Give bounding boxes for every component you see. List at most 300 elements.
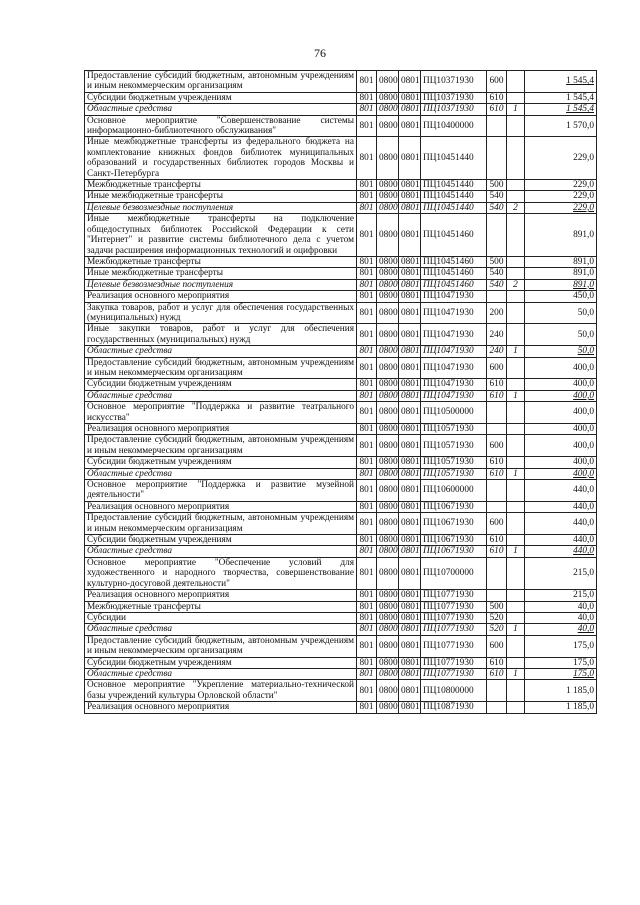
amount: 50,0: [525, 346, 597, 357]
funding-source-code: 1: [507, 468, 525, 479]
grbs-code: 801: [357, 535, 377, 546]
table-row: [85, 702, 597, 713]
table-row: [85, 546, 597, 557]
amount: 891,0: [525, 256, 597, 267]
grbs-code: 801: [357, 546, 377, 557]
expense-type-code: 600: [487, 71, 507, 93]
target-article-code: ПЦ10451440: [421, 180, 487, 191]
table-body: [85, 71, 597, 714]
amount: 175,0: [525, 657, 597, 668]
grbs-code: 801: [357, 468, 377, 479]
target-article-code: ПЦ10771930: [421, 590, 487, 601]
amount: 400,0: [525, 402, 597, 424]
expense-type-code: 520: [487, 612, 507, 623]
expense-type-code: [487, 424, 507, 435]
table-row: [85, 535, 597, 546]
expense-type-code: 540: [487, 191, 507, 202]
row-name: Иные межбюджетные трансферты: [85, 191, 357, 202]
funding-source-code: [507, 379, 525, 390]
funding-source-code: [507, 302, 525, 324]
amount: 1 545,4: [525, 104, 597, 115]
target-article-code: ПЦ10600000: [421, 480, 487, 502]
row-name: Целевые безвозмездные поступления: [85, 202, 357, 213]
subsection-code: 0801: [399, 115, 421, 137]
section-code: 0800: [377, 424, 399, 435]
amount: 1 545,4: [525, 71, 597, 93]
section-code: 0800: [377, 379, 399, 390]
grbs-code: 801: [357, 601, 377, 612]
amount: 450,0: [525, 291, 597, 302]
grbs-code: 801: [357, 557, 377, 589]
amount: 1 185,0: [525, 680, 597, 702]
grbs-code: 801: [357, 379, 377, 390]
amount: 229,0: [525, 180, 597, 191]
target-article-code: ПЦ10451440: [421, 137, 487, 180]
expense-type-code: 240: [487, 324, 507, 346]
grbs-code: 801: [357, 137, 377, 180]
grbs-code: 801: [357, 104, 377, 115]
expense-type-code: 610: [487, 92, 507, 103]
table-row: [85, 657, 597, 668]
table-row: [85, 104, 597, 115]
amount: 400,0: [525, 424, 597, 435]
expense-type-code: 610: [487, 468, 507, 479]
row-name: Реализация основного мероприятия: [85, 590, 357, 601]
section-code: 0800: [377, 71, 399, 93]
amount: 400,0: [525, 435, 597, 457]
funding-source-code: [507, 612, 525, 623]
expense-type-code: [487, 291, 507, 302]
target-article-code: ПЦ10771930: [421, 635, 487, 657]
table-row: [85, 457, 597, 468]
row-name: Иные межбюджетные трансферты: [85, 268, 357, 279]
subsection-code: 0801: [399, 624, 421, 635]
amount: 40,0: [525, 601, 597, 612]
table-row: [85, 379, 597, 390]
table-row: [85, 180, 597, 191]
table-row: [85, 324, 597, 346]
amount: 400,0: [525, 379, 597, 390]
subsection-code: 0801: [399, 92, 421, 103]
amount: 400,0: [525, 468, 597, 479]
row-name: Субсидии бюджетным учреждениям: [85, 92, 357, 103]
expense-type-code: 610: [487, 657, 507, 668]
amount: 1 570,0: [525, 115, 597, 137]
expense-type-code: [487, 214, 507, 257]
grbs-code: 801: [357, 279, 377, 290]
funding-source-code: 1: [507, 390, 525, 401]
table-row: [85, 214, 597, 257]
expense-type-code: 500: [487, 256, 507, 267]
section-code: 0800: [377, 657, 399, 668]
expense-type-code: [487, 680, 507, 702]
row-name: Субсидии бюджетным учреждениям: [85, 457, 357, 468]
grbs-code: 801: [357, 702, 377, 713]
expense-type-code: [487, 480, 507, 502]
funding-source-code: [507, 137, 525, 180]
grbs-code: 801: [357, 435, 377, 457]
funding-source-code: [507, 71, 525, 93]
expense-type-code: 200: [487, 302, 507, 324]
expense-type-code: 600: [487, 435, 507, 457]
table-row: [85, 590, 597, 601]
funding-source-code: [507, 402, 525, 424]
expense-type-code: [487, 702, 507, 713]
subsection-code: 0801: [399, 657, 421, 668]
subsection-code: 0801: [399, 279, 421, 290]
page-number: 76: [314, 46, 326, 60]
expense-type-code: 540: [487, 202, 507, 213]
section-code: 0800: [377, 457, 399, 468]
target-article-code: ПЦ10800000: [421, 680, 487, 702]
row-name: Предоставление субсидий бюджетным, автономным учреждениям и иным некоммерческим организациям: [85, 435, 357, 457]
expense-type-code: 240: [487, 346, 507, 357]
expense-type-code: [487, 590, 507, 601]
expense-type-code: 540: [487, 279, 507, 290]
grbs-code: 801: [357, 501, 377, 512]
funding-source-code: [507, 115, 525, 137]
target-article-code: ПЦ10451460: [421, 279, 487, 290]
subsection-code: 0801: [399, 202, 421, 213]
row-name: Предоставление субсидий бюджетным, автономным учреждениям и иным некоммерческим организациям: [85, 513, 357, 535]
subsection-code: 0801: [399, 535, 421, 546]
row-name: Областные средства: [85, 546, 357, 557]
subsection-code: 0801: [399, 390, 421, 401]
subsection-code: 0801: [399, 379, 421, 390]
row-name: Основное мероприятие "Поддержка и развитие театрального искусства": [85, 402, 357, 424]
section-code: 0800: [377, 601, 399, 612]
table-row: [85, 624, 597, 635]
funding-source-code: [507, 601, 525, 612]
amount: 175,0: [525, 635, 597, 657]
table-row: [85, 137, 597, 180]
target-article-code: ПЦ10451460: [421, 256, 487, 267]
target-article-code: ПЦ10771930: [421, 668, 487, 679]
target-article-code: ПЦ10371930: [421, 71, 487, 93]
table-row: [85, 402, 597, 424]
section-code: 0800: [377, 612, 399, 623]
table-row: [85, 557, 597, 589]
subsection-code: 0801: [399, 71, 421, 93]
funding-source-code: [507, 590, 525, 601]
row-name: Закупка товаров, работ и услуг для обеспечения государственных (муниципальных) нужд: [85, 302, 357, 324]
target-article-code: ПЦ10471930: [421, 291, 487, 302]
grbs-code: 801: [357, 590, 377, 601]
target-article-code: ПЦ10571930: [421, 468, 487, 479]
amount: 229,0: [525, 202, 597, 213]
row-name: Реализация основного мероприятия: [85, 291, 357, 302]
table-row: [85, 635, 597, 657]
table-row: [85, 680, 597, 702]
amount: 440,0: [525, 501, 597, 512]
expense-type-code: [487, 501, 507, 512]
grbs-code: 801: [357, 612, 377, 623]
amount: 440,0: [525, 546, 597, 557]
amount: 175,0: [525, 668, 597, 679]
table-row: [85, 191, 597, 202]
expense-type-code: 540: [487, 268, 507, 279]
row-name: Областные средства: [85, 668, 357, 679]
section-code: 0800: [377, 302, 399, 324]
table-row: [85, 468, 597, 479]
amount: 1 545,4: [525, 92, 597, 103]
funding-source-code: [507, 635, 525, 657]
subsection-code: 0801: [399, 601, 421, 612]
section-code: 0800: [377, 590, 399, 601]
expense-type-code: [487, 557, 507, 589]
target-article-code: ПЦ10771930: [421, 624, 487, 635]
grbs-code: 801: [357, 191, 377, 202]
row-name: Предоставление субсидий бюджетным, автономным учреждениям и иным некоммерческим организациям: [85, 71, 357, 93]
amount: 891,0: [525, 214, 597, 257]
row-name: Субсидии: [85, 612, 357, 623]
grbs-code: 801: [357, 657, 377, 668]
budget-table: [84, 70, 597, 714]
section-code: 0800: [377, 435, 399, 457]
row-name: Реализация основного мероприятия: [85, 424, 357, 435]
table-row: [85, 279, 597, 290]
grbs-code: 801: [357, 390, 377, 401]
grbs-code: 801: [357, 302, 377, 324]
amount: 1 185,0: [525, 702, 597, 713]
table-row: [85, 291, 597, 302]
target-article-code: ПЦ10471930: [421, 346, 487, 357]
subsection-code: 0801: [399, 346, 421, 357]
row-name: Иные закупки товаров, работ и услуг для обеспечения государственных (муниципальных) нужд: [85, 324, 357, 346]
section-code: 0800: [377, 480, 399, 502]
grbs-code: 801: [357, 457, 377, 468]
grbs-code: 801: [357, 668, 377, 679]
amount: 400,0: [525, 457, 597, 468]
target-article-code: ПЦ10771930: [421, 601, 487, 612]
section-code: 0800: [377, 357, 399, 379]
subsection-code: 0801: [399, 302, 421, 324]
funding-source-code: [507, 557, 525, 589]
expense-type-code: 610: [487, 668, 507, 679]
section-code: 0800: [377, 202, 399, 213]
section-code: 0800: [377, 346, 399, 357]
amount: 40,0: [525, 624, 597, 635]
amount: 440,0: [525, 480, 597, 502]
row-name: Субсидии бюджетным учреждениям: [85, 379, 357, 390]
funding-source-code: [507, 92, 525, 103]
table-row: [85, 480, 597, 502]
row-name: Областные средства: [85, 104, 357, 115]
funding-source-code: [507, 324, 525, 346]
row-name: Межбюджетные трансферты: [85, 601, 357, 612]
funding-source-code: [507, 457, 525, 468]
funding-source-code: [507, 702, 525, 713]
expense-type-code: 610: [487, 546, 507, 557]
section-code: 0800: [377, 115, 399, 137]
subsection-code: 0801: [399, 191, 421, 202]
amount: 215,0: [525, 590, 597, 601]
row-name: Областные средства: [85, 390, 357, 401]
row-name: Предоставление субсидий бюджетным, автономным учреждениям и иным некоммерческим организациям: [85, 635, 357, 657]
grbs-code: 801: [357, 513, 377, 535]
target-article-code: ПЦ10471930: [421, 357, 487, 379]
row-name: Реализация основного мероприятия: [85, 501, 357, 512]
table-row: [85, 612, 597, 623]
grbs-code: 801: [357, 357, 377, 379]
table-row: [85, 668, 597, 679]
target-article-code: ПЦ10471930: [421, 390, 487, 401]
target-article-code: ПЦ10451440: [421, 191, 487, 202]
funding-source-code: [507, 424, 525, 435]
funding-source-code: [507, 291, 525, 302]
target-article-code: ПЦ10700000: [421, 557, 487, 589]
expense-type-code: 600: [487, 635, 507, 657]
subsection-code: 0801: [399, 402, 421, 424]
section-code: 0800: [377, 104, 399, 115]
funding-source-code: [507, 501, 525, 512]
target-article-code: ПЦ10451440: [421, 202, 487, 213]
section-code: 0800: [377, 402, 399, 424]
section-code: 0800: [377, 557, 399, 589]
funding-source-code: 1: [507, 668, 525, 679]
table-row: [85, 390, 597, 401]
row-name: Иные межбюджетные трансферты из федерального бюджета на комплектование книжных фондов библиотек муниципальных образований и государственных библиотек городов Москвы и Санкт-Петербурга: [85, 137, 357, 180]
subsection-code: 0801: [399, 480, 421, 502]
subsection-code: 0801: [399, 214, 421, 257]
subsection-code: 0801: [399, 424, 421, 435]
row-name: Предоставление субсидий бюджетным, автономным учреждениям и иным некоммерческим организациям: [85, 357, 357, 379]
section-code: 0800: [377, 501, 399, 512]
table-row: [85, 424, 597, 435]
target-article-code: ПЦ10571930: [421, 457, 487, 468]
funding-source-code: [507, 214, 525, 257]
subsection-code: 0801: [399, 635, 421, 657]
funding-source-code: [507, 535, 525, 546]
grbs-code: 801: [357, 180, 377, 191]
section-code: 0800: [377, 92, 399, 103]
expense-type-code: [487, 115, 507, 137]
subsection-code: 0801: [399, 457, 421, 468]
row-name: Основное мероприятие "Укрепление материально-технической базы учреждений культуры Орловской области": [85, 680, 357, 702]
expense-type-code: 610: [487, 535, 507, 546]
table-row: [85, 601, 597, 612]
expense-type-code: 500: [487, 180, 507, 191]
funding-source-code: [507, 480, 525, 502]
target-article-code: ПЦ10571930: [421, 435, 487, 457]
target-article-code: ПЦ10451460: [421, 268, 487, 279]
grbs-code: 801: [357, 324, 377, 346]
section-code: 0800: [377, 468, 399, 479]
funding-source-code: [507, 268, 525, 279]
section-code: 0800: [377, 291, 399, 302]
grbs-code: 801: [357, 256, 377, 267]
subsection-code: 0801: [399, 256, 421, 267]
funding-source-code: 1: [507, 546, 525, 557]
funding-source-code: 1: [507, 346, 525, 357]
expense-type-code: 600: [487, 357, 507, 379]
row-name: Реализация основного мероприятия: [85, 702, 357, 713]
section-code: 0800: [377, 546, 399, 557]
section-code: 0800: [377, 702, 399, 713]
funding-source-code: [507, 435, 525, 457]
table-row: [85, 346, 597, 357]
subsection-code: 0801: [399, 180, 421, 191]
expense-type-code: 600: [487, 513, 507, 535]
target-article-code: ПЦ10371930: [421, 104, 487, 115]
amount: 891,0: [525, 268, 597, 279]
amount: 229,0: [525, 191, 597, 202]
section-code: 0800: [377, 513, 399, 535]
section-code: 0800: [377, 324, 399, 346]
expense-type-code: 500: [487, 601, 507, 612]
section-code: 0800: [377, 635, 399, 657]
funding-source-code: [507, 657, 525, 668]
grbs-code: 801: [357, 680, 377, 702]
subsection-code: 0801: [399, 546, 421, 557]
target-article-code: ПЦ10671930: [421, 513, 487, 535]
funding-source-code: [507, 180, 525, 191]
expense-type-code: 610: [487, 104, 507, 115]
subsection-code: 0801: [399, 680, 421, 702]
row-name: Основное мероприятие "Совершенствование системы информационно-библиотечного обслуживания": [85, 115, 357, 137]
table-row: [85, 302, 597, 324]
target-article-code: ПЦ10471930: [421, 379, 487, 390]
target-article-code: ПЦ10571930: [421, 424, 487, 435]
target-article-code: ПЦ10400000: [421, 115, 487, 137]
subsection-code: 0801: [399, 612, 421, 623]
section-code: 0800: [377, 680, 399, 702]
section-code: 0800: [377, 256, 399, 267]
row-name: Иные межбюджетные трансферты на подключение общедоступных библиотек Российской Федерации к сети "Интернет" и развитие системы библиотечного дела с учетом задачи расширения информационных технологий и оцифровки: [85, 214, 357, 257]
target-article-code: ПЦ10671930: [421, 501, 487, 512]
target-article-code: ПЦ10671930: [421, 535, 487, 546]
expense-type-code: 610: [487, 457, 507, 468]
table-row: [85, 268, 597, 279]
amount: 215,0: [525, 557, 597, 589]
grbs-code: 801: [357, 402, 377, 424]
target-article-code: ПЦ10451460: [421, 214, 487, 257]
table-row: [85, 435, 597, 457]
row-name: Областные средства: [85, 346, 357, 357]
subsection-code: 0801: [399, 590, 421, 601]
subsection-code: 0801: [399, 137, 421, 180]
target-article-code: ПЦ10771930: [421, 657, 487, 668]
amount: 50,0: [525, 324, 597, 346]
target-article-code: ПЦ10371930: [421, 92, 487, 103]
subsection-code: 0801: [399, 268, 421, 279]
row-name: Межбюджетные трансферты: [85, 256, 357, 267]
row-name: Межбюджетные трансферты: [85, 180, 357, 191]
row-name: Субсидии бюджетным учреждениям: [85, 657, 357, 668]
section-code: 0800: [377, 624, 399, 635]
amount: 229,0: [525, 137, 597, 180]
target-article-code: ПЦ10871930: [421, 702, 487, 713]
row-name: Основное мероприятие "Поддержка и развитие музейной деятельности": [85, 480, 357, 502]
target-article-code: ПЦ10500000: [421, 402, 487, 424]
row-name: Основное мероприятие "Обеспечение условий для художественного и народного творчества, совершенствование культурно-досуговой деятельности": [85, 557, 357, 589]
grbs-code: 801: [357, 202, 377, 213]
subsection-code: 0801: [399, 468, 421, 479]
grbs-code: 801: [357, 71, 377, 93]
row-name: Субсидии бюджетным учреждениям: [85, 535, 357, 546]
grbs-code: 801: [357, 624, 377, 635]
subsection-code: 0801: [399, 324, 421, 346]
target-article-code: ПЦ10671930: [421, 546, 487, 557]
table-row: [85, 115, 597, 137]
funding-source-code: [507, 513, 525, 535]
table-row: [85, 501, 597, 512]
section-code: 0800: [377, 390, 399, 401]
table-row: [85, 256, 597, 267]
section-code: 0800: [377, 191, 399, 202]
amount: 440,0: [525, 513, 597, 535]
row-name: Целевые безвозмездные поступления: [85, 279, 357, 290]
